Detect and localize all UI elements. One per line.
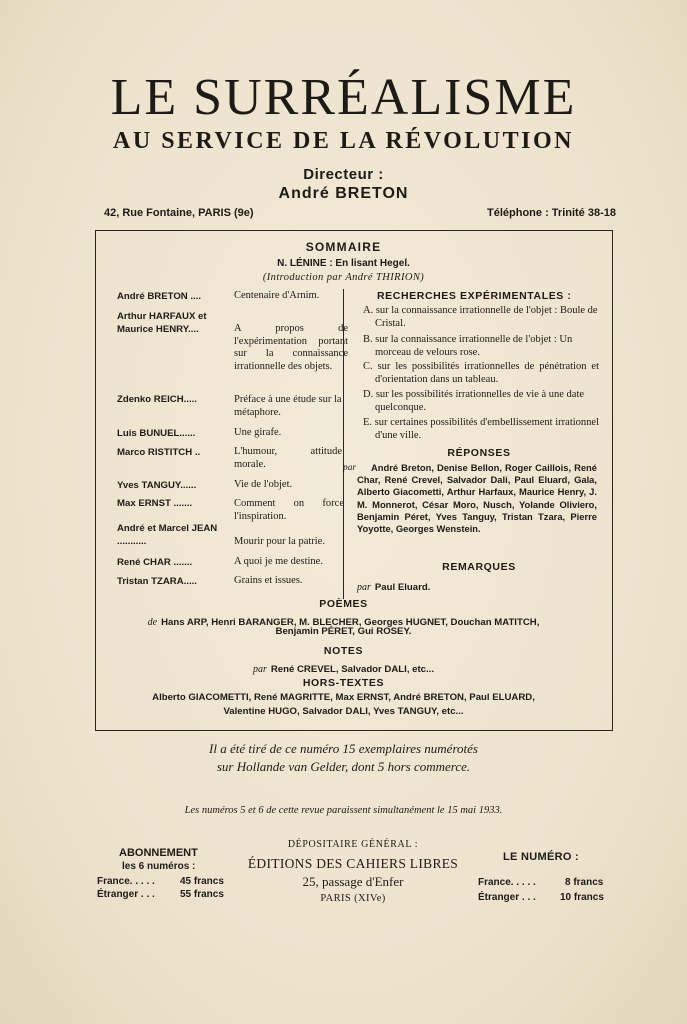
- hors-textes-heading: HORS-TEXTES: [302, 677, 385, 689]
- numero-heading: LE NUMÉRO :: [503, 851, 580, 863]
- numero-etranger-label: Étranger . . .: [478, 892, 536, 903]
- entry-author: Tristan TZARA.....: [117, 576, 197, 587]
- entry-work: Comment on force l'inspiration.: [234, 498, 344, 522]
- par-label: par: [343, 463, 357, 473]
- notes-authors: René CREVEL, Salvador DALI, etc...: [270, 664, 435, 675]
- abonnement-heading: ABONNEMENT: [119, 847, 198, 859]
- lead-title: N. LÉNINE : En lisant Hegel.: [277, 258, 410, 269]
- entry-work: A propos de l'expérimentation portant sur la connaissance irrationnelle des objets.: [234, 323, 348, 372]
- entry-author: Max ERNST .......: [117, 498, 193, 509]
- poemes-authors: Hans ARP, Henri BARANGER, M. BLECHER, Georges HUGNET, Douchan MATITCH,: [161, 617, 540, 628]
- numero-france-price: 8 francs: [565, 877, 604, 888]
- depositaire-label: DÉPOSITAIRE GÉNÉRAL :: [287, 839, 419, 850]
- tirage-line1: Il a été tiré de ce numéro 15 exemplaires numérotés: [209, 741, 478, 756]
- entry-work: Grains et issues.: [234, 575, 303, 586]
- recherche-item: D. sur les possibilités irrationnelles de vie à une date quelconque.: [363, 389, 585, 413]
- entry-author: Marco RISTITCH ..: [117, 447, 201, 458]
- entry-work: A quoi je me destine.: [234, 556, 323, 567]
- lead-intro: (Introduction par André THIRION): [262, 272, 425, 283]
- entry-work: Centenaire d'Arnim.: [234, 290, 320, 301]
- depositaire-street: 25, passage d'Enfer: [302, 874, 404, 889]
- remarques-author: Paul Eluard.: [374, 582, 431, 593]
- hors-textes-line2: Valentine HUGO, Salvador DALI, Yves TANGUY, etc...: [223, 706, 464, 717]
- entry-author: André et Marcel JEAN ...........: [117, 523, 218, 547]
- parution-note: Les numéros 5 et 6 de cette revue paraissent simultanément le 15 mai 1933.: [184, 805, 503, 816]
- notes-line: [0, 659, 687, 677]
- journal-subtitle: AU SERVICE DE LA RÉVOLUTION: [113, 128, 574, 154]
- abonnement-etranger-label: Étranger . . .: [97, 889, 155, 900]
- entry-work: Mourir pour la patrie.: [234, 536, 325, 547]
- address: 42, Rue Fontaine, PARIS (9e): [104, 207, 254, 219]
- director-label: Directeur :: [303, 166, 384, 183]
- depositaire-city: PARIS (XIVe): [320, 893, 386, 904]
- recherche-item: E. sur certaines possibilités d'embellissement irrationnel d'une ville.: [363, 417, 599, 441]
- entry-author: Zdenko REICH.....: [117, 394, 197, 405]
- entry-author: Arthur HARFAUX et Maurice HENRY....: [117, 311, 207, 335]
- abonnement-sub: les 6 numéros :: [122, 861, 196, 872]
- abonnement-france-label: France. . . . .: [97, 876, 155, 887]
- entry-work: Une girafe.: [234, 427, 282, 438]
- poemes-line2: Benjamin PÉRET, Gui ROSEY.: [275, 626, 412, 637]
- recherche-item: A. sur la connaissance irrationnelle de l'objet : Boule de Cristal.: [363, 305, 598, 329]
- entry-author: André BRETON ....: [117, 291, 202, 302]
- remarques-line: [357, 577, 430, 595]
- entry-work: Vie de l'objet.: [234, 479, 293, 490]
- telephone: Téléphone : Trinité 38-18: [487, 207, 616, 219]
- recherche-item: B. sur la connaissance irrationnelle de l'objet : Un morceau de velours rose.: [363, 334, 573, 358]
- reponses-heading: RÉPONSES: [447, 447, 511, 459]
- hors-textes-line1: Alberto GIACOMETTI, René MAGRITTE, Max ERNST, André BRETON, Paul ELUARD,: [152, 692, 535, 703]
- director-name: André BRETON: [278, 185, 409, 202]
- abonnement-france-price: 45 francs: [180, 876, 224, 887]
- depositaire-name: ÉDITIONS DES CAHIERS LIBRES: [247, 856, 459, 871]
- numero-france-label: France. . . . .: [478, 877, 536, 888]
- journal-title: LE SURRÉALISME: [110, 69, 577, 126]
- par-label: par: [252, 664, 267, 675]
- de-label: de: [147, 617, 158, 628]
- reponses-names: André Breton, Denise Bellon, Roger Caillois, René Char, René Crevel, Salvador Dali, Paul Eluard, Gala, Alberto Giacometti, Arthur Harfaux, Maurice Henry, J. M. Monnerot, César Moro, Nusch, Yolande Oliviero, Benjamin Péret, Yves Tanguy, Tristan Tzara, Pierre Yoyotte, Georges Wenstein.: [357, 462, 597, 535]
- entry-work: L'humour, attitude morale.: [234, 446, 342, 470]
- abonnement-etranger-price: 55 francs: [180, 889, 224, 900]
- reponses-list: [343, 462, 597, 535]
- entry-author: Luis BUNUEL......: [117, 428, 196, 439]
- entry-author: René CHAR .......: [117, 557, 193, 568]
- recherches-heading: RECHERCHES EXPÉRIMENTALES :: [377, 290, 572, 302]
- remarques-heading: REMARQUES: [442, 561, 516, 573]
- notes-heading: NOTES: [323, 645, 364, 657]
- numero-etranger-price: 10 francs: [560, 892, 604, 903]
- poemes-heading: POÈMES: [319, 598, 368, 610]
- entry-author: Yves TANGUY......: [117, 480, 197, 491]
- entry-work: Préface à une étude sur la métaphore.: [234, 394, 342, 418]
- tirage-line2: sur Hollande van Gelder, dont 5 hors commerce.: [216, 759, 471, 774]
- par-label: par: [357, 582, 371, 593]
- recherche-item: C. sur les possibilités irrationnelles de pénétration et d'orientation dans un tableau.: [363, 361, 599, 385]
- sommaire-heading: SOMMAIRE: [305, 240, 382, 254]
